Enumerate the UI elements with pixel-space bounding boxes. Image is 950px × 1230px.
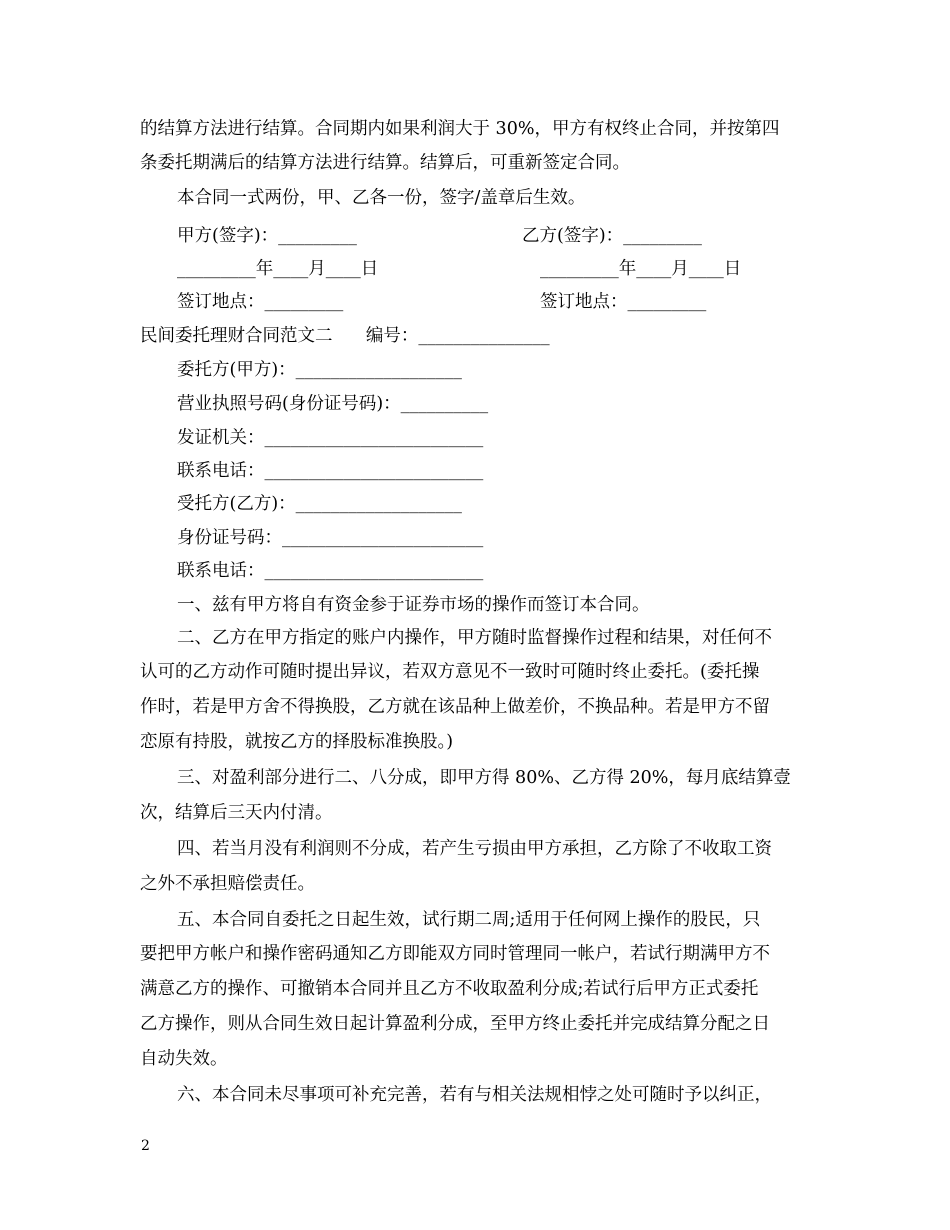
- clause: 一、兹有甲方将自有资金参于证券市场的操作而签订本合同。: [177, 595, 650, 615]
- section-heading: 民间委托理财合同范文二 编号：_______________: [140, 326, 550, 346]
- form-field: 身份证号码：_______________________: [177, 528, 484, 548]
- clause: 满意乙方的操作、可撤销本合同并且乙方不收取盈利分成;若试行后甲方正式委托: [140, 979, 759, 999]
- clause: 作时，若是甲方舍不得换股，乙方就在该品种上做差价，不换品种。若是甲方不留: [140, 697, 770, 717]
- clause: 自动失效。: [140, 1049, 228, 1069]
- party-b-signature: 乙方(签字)：_________: [522, 226, 702, 246]
- party-a-signature: 甲方(签字)：_________: [177, 226, 357, 246]
- clause: 恋原有持股，就按乙方的择股标准换股。): [140, 732, 454, 752]
- form-field: 营业执照号码(身份证号码)：__________: [177, 394, 489, 414]
- clause: 四、若当月没有利润则不分成，若产生亏损由甲方承担，乙方除了不收取工资: [177, 839, 772, 859]
- clause: 要把甲方帐户和操作密码通知乙方即能双方同时管理同一帐户，若试行期满甲方不: [140, 944, 770, 964]
- clause: 次，结算后三天内付清。: [140, 803, 333, 823]
- clause: 三、对盈利部分进行二、八分成，即甲方得 80%、乙方得 20%，每月底结算壹: [177, 768, 791, 788]
- clause: 五、本合同自委托之日起生效，试行期二周;适用于任何网上操作的股民，只: [177, 910, 761, 930]
- party-b-location: 签订地点：_________: [540, 292, 707, 312]
- clause: 之外不承担赔偿责任。: [140, 874, 315, 894]
- text-line: 条委托期满后的结算方法进行结算。结算后，可重新签定合同。: [140, 153, 630, 173]
- text-line: 本合同一式两份，甲、乙各一份，签字/盖章后生效。: [177, 188, 586, 208]
- clause: 认可的乙方动作可随时提出异议，若双方意见不一致时可随时终止委托。(委托操: [140, 662, 760, 682]
- form-field: 受托方(乙方)：___________________: [177, 494, 462, 514]
- form-field: 发证机关：_________________________: [177, 428, 484, 448]
- clause: 六、本合同未尽事项可补充完善，若有与相关法规相悖之处可随时予以纠正，: [177, 1085, 772, 1105]
- form-field: 联系电话：_________________________: [177, 461, 484, 481]
- party-b-date: _________年____月____日: [540, 259, 742, 279]
- form-field: 联系电话：_________________________: [177, 561, 484, 581]
- form-field: 委托方(甲方)：___________________: [177, 360, 462, 380]
- party-a-date: _________年____月____日: [177, 259, 379, 279]
- page-number: 2: [141, 1138, 150, 1154]
- clause: 二、乙方在甲方指定的账户内操作，甲方随时监督操作过程和结果，对任何不: [177, 628, 772, 648]
- clause: 乙方操作，则从合同生效日起计算盈利分成，至甲方终止委托并完成结算分配之日: [140, 1014, 770, 1034]
- text-line: 的结算方法进行结算。合同期内如果利润大于 30%，甲方有权终止合同，并按第四: [140, 119, 780, 139]
- party-a-location: 签订地点：_________: [177, 292, 344, 312]
